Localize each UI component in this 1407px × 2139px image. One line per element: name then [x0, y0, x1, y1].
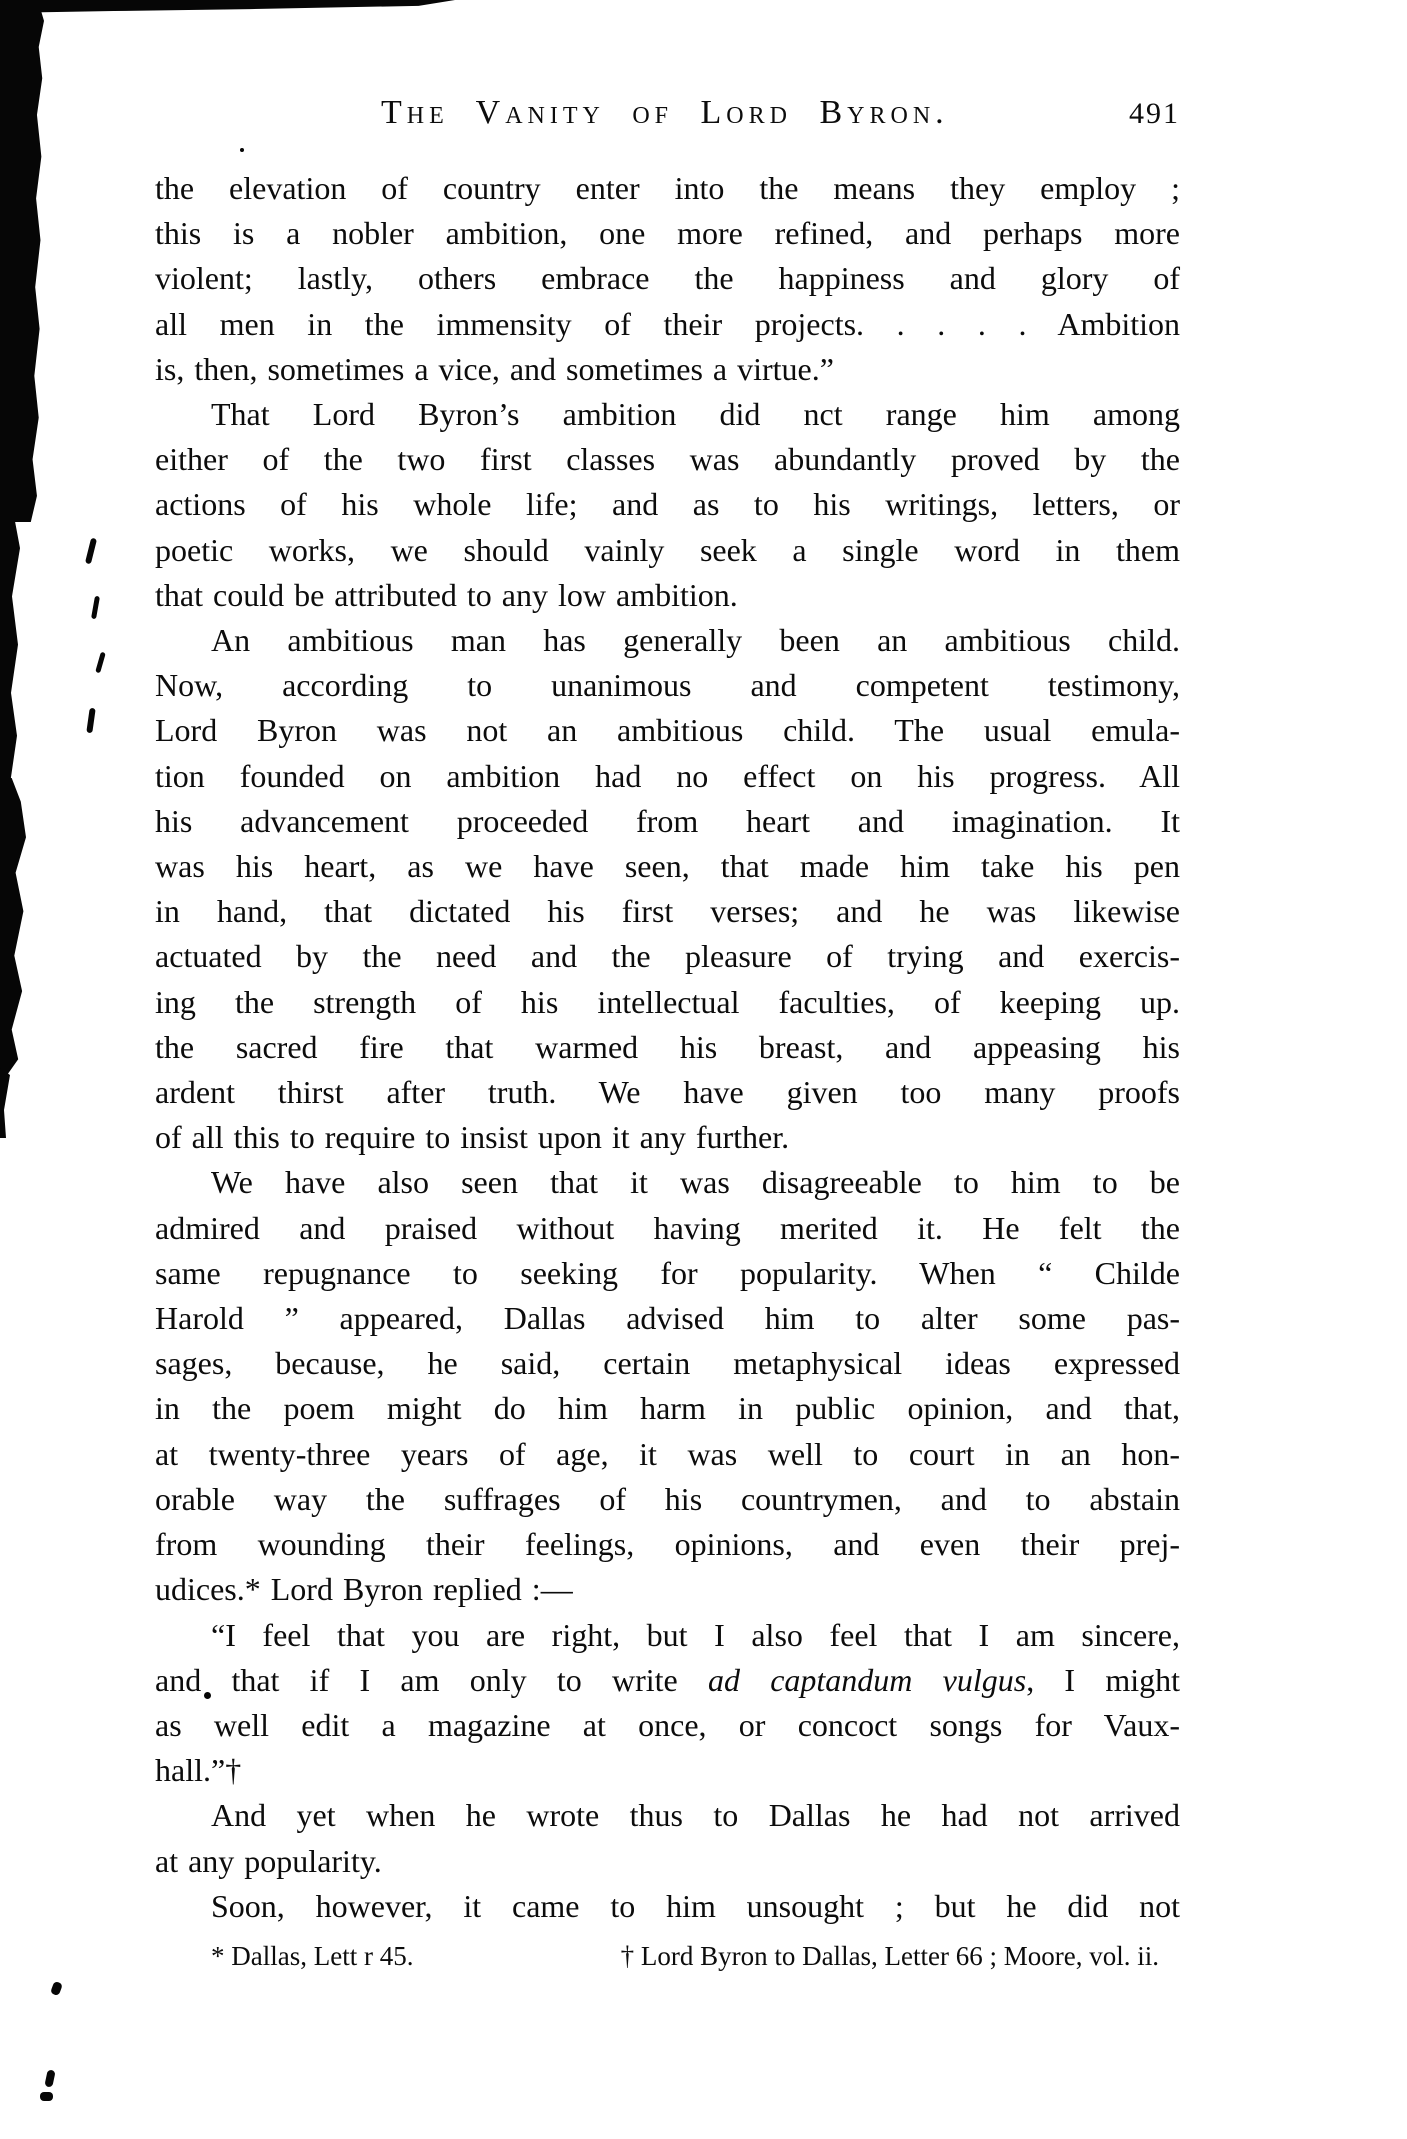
text-line: We have also seen that it was disagreeable to him to be	[211, 1164, 1180, 1201]
text-line: was his heart, as we have seen, that made him take his pen	[155, 848, 1180, 885]
text-line: same repugnance to seeking for popularity. When “ Childe	[155, 1254, 1180, 1291]
text-line: is, then, sometimes a vice, and sometimes a virtue.”	[155, 350, 834, 387]
text-line: orable way the suffrages of his countrymen, and to abstain	[155, 1480, 1180, 1517]
text-line: his advancement proceeded from heart and imagination. It	[155, 802, 1180, 839]
text-line: actions of his whole life; and as to his writings, letters, or	[155, 486, 1180, 523]
text-line: the elevation of country enter into the means they employ ;	[155, 170, 1180, 206]
text-line: An ambitious man has generally been an ambitious child.	[211, 622, 1180, 659]
footnote	[155, 1941, 1167, 1972]
scan-artifact-left-bar	[0, 778, 26, 1074]
text-line: as well edit a magazine at once, or concoct songs for Vaux-	[155, 1706, 1180, 1743]
footnote-left: * Dallas, Lett r 45.	[211, 1941, 414, 1971]
text-line: Harold ” appeared, Dallas advised him to alter some pas-	[155, 1300, 1180, 1337]
text-segment: , I might	[1026, 1661, 1180, 1698]
text-line: all men in the immensity of their projects. . . . . Ambition	[155, 305, 1180, 342]
page-header	[155, 94, 1180, 138]
text-line: of all this to require to insist upon it any further.	[155, 1119, 790, 1156]
scan-artifact-speck	[44, 2069, 55, 2087]
scan-artifact-speck	[91, 596, 100, 620]
scan-artifact-speck	[85, 538, 97, 565]
text-line	[155, 1658, 1180, 1703]
scan-artifact-speck	[95, 652, 106, 674]
text-line: that could be attributed to any low ambition.	[155, 576, 738, 613]
text-segment: and that if I am only to write	[155, 1661, 708, 1698]
text-line: admired and praised without having merited it. He felt the	[155, 1209, 1180, 1246]
text-line: ardent thirst after truth. We have given too many proofs	[155, 1074, 1180, 1111]
text-line: actuated by the need and the pleasure of trying and exercis-	[155, 938, 1180, 975]
text-line: at any popularity.	[155, 1842, 382, 1879]
text-line: in hand, that dictated his first verses; and he was likewise	[155, 893, 1180, 930]
scan-artifact-left-bar	[0, 0, 44, 522]
scan-artifact-speck	[40, 2092, 53, 2101]
text-line: tion founded on ambition had no effect on his progress. All	[155, 757, 1180, 794]
scan-artifact-top-strip	[0, 0, 455, 13]
text-line: ing the strength of his intellectual faculties, of keeping up.	[155, 983, 1180, 1020]
text-line: at twenty-three years of age, it was well to court in an hon-	[155, 1435, 1180, 1472]
text-line: poetic works, we should vainly seek a single word in them	[155, 531, 1180, 568]
text-line: Now, according to unanimous and competent testimony,	[155, 667, 1180, 704]
text-line: from wounding their feelings, opinions, and even their prej-	[155, 1526, 1180, 1563]
text-line: udices.* Lord Byron replied :—	[155, 1571, 573, 1608]
text-line: hall.”†	[155, 1752, 242, 1789]
scan-artifact-left-bar	[0, 1068, 10, 1138]
running-title: The Vanity of Lord Byron.	[381, 94, 949, 131]
footnote-right: † Lord Byron to Dallas, Letter 66 ; Moore, vol. ii.	[620, 1941, 1159, 1971]
text-line: violent; lastly, others embrace the happiness and glory of	[155, 260, 1180, 297]
text-line: this is a nobler ambition, one more refined, and perhaps more	[155, 215, 1180, 252]
italic-phrase: ad captandum vulgus	[707, 1661, 1027, 1698]
scan-artifact-speck	[86, 708, 95, 734]
scan-artifact-speck	[50, 1981, 63, 1996]
text-line: sages, because, he said, certain metaphysical ideas expressed	[155, 1345, 1180, 1382]
text-line: the sacred fire that warmed his breast, and appeasing his	[155, 1028, 1180, 1065]
text-line: “I feel that you are right, but I also feel that I am sincere,	[211, 1616, 1180, 1653]
page-number: 491	[1129, 97, 1180, 130]
text-line: Lord Byron was not an ambitious child. The usual emula-	[155, 712, 1180, 749]
scan-artifact-left-bar	[0, 516, 20, 784]
text-line: in the poem might do him harm in public opinion, and that,	[155, 1390, 1180, 1427]
body-text	[155, 166, 1180, 1929]
text-line: Soon, however, it came to him unsought ; but he did not	[211, 1887, 1180, 1924]
text-line: That Lord Byron’s ambition did nct range him among	[211, 396, 1180, 433]
text-line: And yet when he wrote thus to Dallas he had not arrived	[211, 1797, 1180, 1834]
scan-artifact-speck	[240, 148, 244, 152]
text-line: either of the two first classes was abundantly proved by the	[155, 441, 1180, 478]
